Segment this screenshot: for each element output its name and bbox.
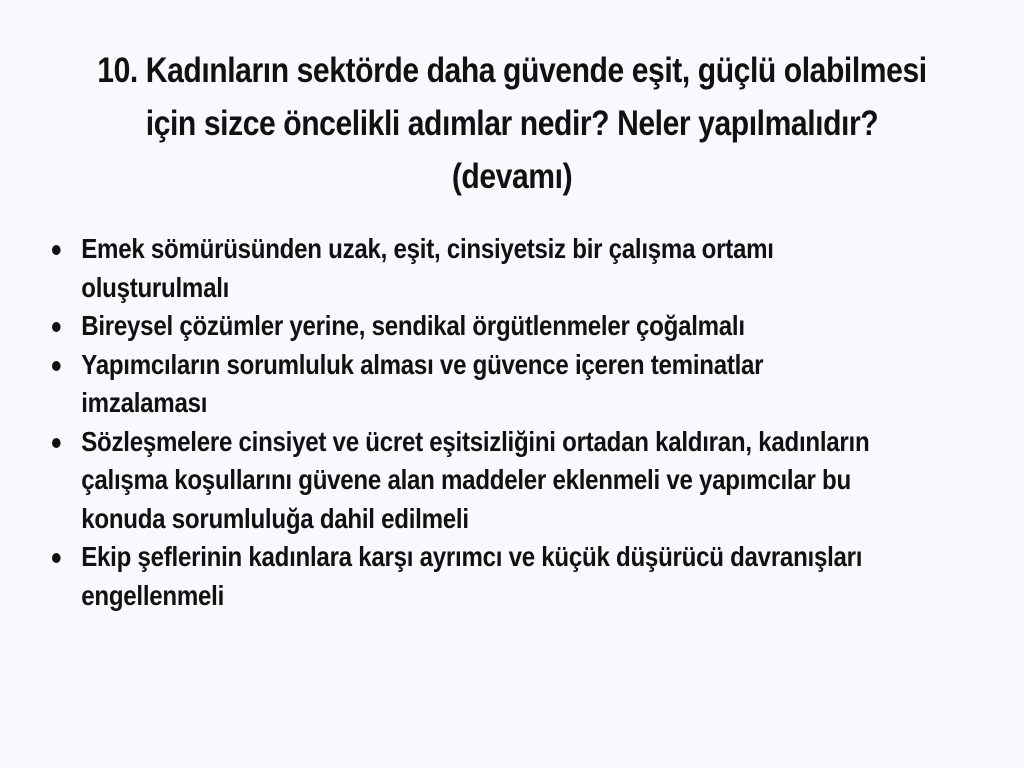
bullet-dot-icon [52,322,61,332]
bullet-item [52,307,941,346]
bullet-item [52,538,984,615]
bullet-text: Yapımcıların sorumluluk alması ve güvence içeren teminatlar imzalaması [81,348,764,418]
bullet-item [52,230,855,307]
bullet-item [52,423,941,539]
bullet-list [52,230,1012,615]
bullet-text: Emek sömürüsünden uzak, eşit, cinsiyetsiz bir çalışma ortamı oluşturulmalı [81,233,774,303]
bullet-text: Sözleşmelere cinsiyet ve ücret eşitsizliğini ortadan kaldıran, kadınların çalışma koşullarını güvene alan maddeler eklenmeli ve yapımcılar bu konuda sorumluluğa dahil edilmeli [81,425,870,534]
slide-title: 10. Kadınların sektörde daha güvende eşit, güçlü olabilmesi için sizce öncelikli adımlar nedir? Neler yapılmalıdır? (devamı) [97,51,927,196]
bullet-text: Ekip şeflerinin kadınlara karşı ayrımcı ve küçük düşürücü davranışları engellenmeli [81,541,863,611]
bullet-dot-icon [52,361,61,371]
bullet-item [52,346,872,423]
bullet-dot-icon [52,438,61,448]
bullet-dot-icon [52,553,61,563]
bullet-text: Bireysel çözümler yerine, sendikal örgütlenmeler çoğalmalı [81,310,745,341]
bullet-dot-icon [52,245,61,255]
